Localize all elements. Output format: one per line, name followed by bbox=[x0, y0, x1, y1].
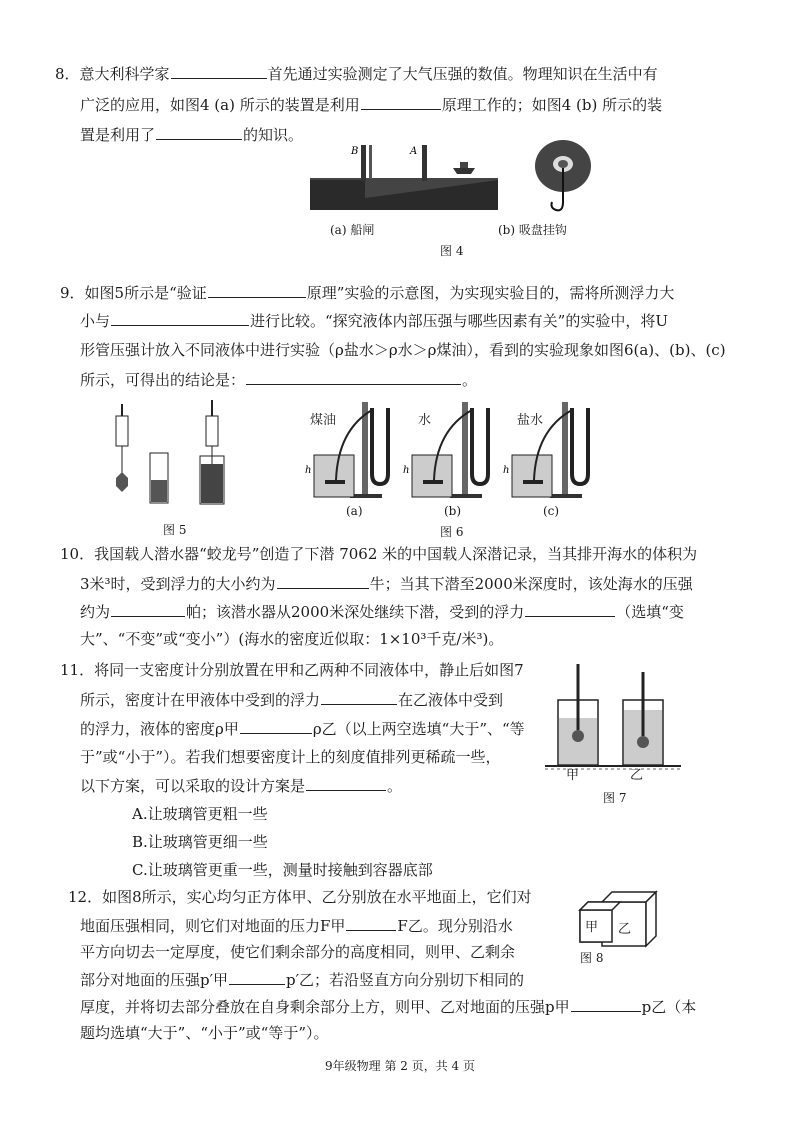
q10-line3: 约为 帕；该潜水器从2000米深处继续下潜，受到的浮力 （选填“变 bbox=[80, 603, 684, 621]
q8-line1: 8．意大利科学家 首先通过实验测定了大气压强的数值。物理知识在生活中有 bbox=[55, 65, 658, 83]
q12-line5: 厚度，并将切去部分叠放在自身剩余部分上方，则甲、乙对地面的压强p甲 p乙（本 bbox=[80, 998, 697, 1016]
q10-blank3[interactable] bbox=[525, 601, 615, 617]
q9-line4: 所示，可得出的结论是： 。 bbox=[80, 371, 478, 389]
u-tube-figure bbox=[290, 400, 600, 515]
cube-yi-label: 乙 bbox=[618, 922, 632, 937]
q11-option-b[interactable]: B.让玻璃管更细一些 bbox=[132, 833, 268, 851]
fig6-sub-b: (b) bbox=[444, 504, 462, 518]
q11-blank3[interactable] bbox=[306, 775, 386, 791]
u-tube-c bbox=[503, 402, 588, 498]
fig7-label: 图 7 bbox=[603, 791, 627, 805]
fig4-caption-a: (a) 船闸 bbox=[330, 223, 375, 237]
label-b: B bbox=[351, 146, 359, 157]
fig6-label: 图 6 bbox=[440, 525, 464, 539]
q12-blank2[interactable] bbox=[229, 969, 285, 985]
page-footer: 9年级物理 第 2 页，共 4 页 bbox=[325, 1059, 475, 1073]
svg-text:h: h bbox=[503, 465, 510, 476]
liquid-salt-water: 盐水 bbox=[517, 413, 544, 428]
q9-line2: 小与 进行比较。“探究液体内部压强与哪些因素有关”的实验中，将U bbox=[80, 312, 668, 330]
fig4-caption-b: (b) 吸盘挂钩 bbox=[498, 223, 567, 237]
liquid-kerosene: 煤油 bbox=[310, 413, 337, 428]
q11-blank1[interactable] bbox=[321, 689, 397, 705]
q8-line2: 广泛的应用，如图4 (a) 所示的装置是利用 原理工作的；如图4 (b) 所示的装 bbox=[80, 96, 663, 114]
q12-line2: 地面压强相同，则它们对地面的压力F甲 F乙。现分别沿水 bbox=[80, 917, 513, 935]
q11-blank2[interactable] bbox=[240, 718, 312, 734]
q9-blank2[interactable] bbox=[111, 310, 249, 326]
q11-line1: 11．将同一支密度计分别放置在甲和乙两种不同液体中，静止后如图7 bbox=[60, 661, 524, 679]
fig4-label: 图 4 bbox=[440, 244, 464, 258]
archimedes-figure bbox=[100, 398, 240, 508]
q11-option-c[interactable]: C.让玻璃管更重一些，测量时接触到容器底部 bbox=[132, 861, 433, 879]
fig7-label-yi: 乙 bbox=[630, 768, 644, 783]
fig6-sub-c: (c) bbox=[543, 504, 560, 518]
cube-jia-label: 甲 bbox=[585, 920, 599, 935]
q10-blank2[interactable] bbox=[111, 601, 185, 617]
fig8-label: 图 8 bbox=[580, 951, 604, 965]
q11-option-a[interactable]: A.让玻璃管更粗一些 bbox=[132, 805, 268, 823]
q11-line3: 的浮力，液体的密度ρ甲 ρ乙（以上两空选填“大于”、“等 bbox=[80, 720, 525, 738]
q9-line1: 9．如图5所示是“验证 原理”实验的示意图，为实现实验目的，需将所测浮力大 bbox=[60, 284, 675, 302]
q8-line3: 置是利用了 的知识。 bbox=[80, 126, 304, 144]
liquid-water: 水 bbox=[418, 413, 432, 428]
q11-line4: 于”或“小于”）。若我们想要密度计上的刻度值排列更稀疏一些， bbox=[80, 748, 501, 766]
q11-line2: 所示，密度计在甲液体中受到的浮力 在乙液体中受到 bbox=[80, 691, 504, 709]
q11-line5: 以下方案，可以采取的设计方案是 。 bbox=[80, 777, 403, 795]
svg-text:h: h bbox=[403, 465, 410, 476]
q12-blank1[interactable] bbox=[346, 915, 396, 931]
q9-line3: 形管压强计放入不同液体中进行实验（ρ盐水＞ρ水＞ρ煤油），看到的实验现象如图6(a)、(b)、(c) bbox=[80, 341, 726, 359]
hydrometer-figure bbox=[543, 660, 683, 780]
fig7-label-jia: 甲 bbox=[566, 768, 580, 783]
fig5-label: 图 5 bbox=[163, 523, 187, 537]
ship-lock-figure bbox=[305, 140, 505, 220]
q12-line1: 12．如图8所示，实心均匀正方体甲、乙分别放在水平地面上，它们对 bbox=[68, 888, 532, 906]
q12-line3: 平方向切去一定厚度，使它们剩余部分的高度相同，则甲、乙剩余 bbox=[80, 943, 516, 961]
q12-line6: 题均选填“大于”、“小于”或“等于”）。 bbox=[80, 1024, 329, 1042]
q10-line4: 大”、“不变”或“变小”）(海水的密度近似取：1×10³千克/米³)。 bbox=[80, 630, 504, 648]
q9-blank3[interactable] bbox=[246, 369, 461, 385]
label-a: A bbox=[410, 146, 418, 157]
suction-hook-figure bbox=[528, 136, 598, 216]
q12-line4: 部分对地面的压强p′甲 p′乙；若沿竖直方向分别切下相同的 bbox=[80, 971, 525, 989]
svg-text:h: h bbox=[305, 465, 312, 476]
q12-blank3[interactable] bbox=[571, 996, 641, 1012]
q10-blank1[interactable] bbox=[277, 573, 369, 589]
fig6-sub-a: (a) bbox=[346, 504, 363, 518]
u-tube-b bbox=[403, 402, 488, 498]
q10-line1: 10．我国载人潜水器“蛟龙号”创造了下潜 7062 米的中国载人深潜记录，当其排开海水的体积为 bbox=[60, 545, 698, 563]
q8-blank2[interactable] bbox=[361, 94, 441, 110]
q8-blank1[interactable] bbox=[171, 63, 267, 79]
q10-line2: 3米³时，受到浮力的大小约为 牛；当其下潜至2000米深度时，该处海水的压强 bbox=[80, 575, 693, 593]
q8-blank3[interactable] bbox=[156, 124, 242, 140]
q9-blank1[interactable] bbox=[208, 282, 306, 298]
